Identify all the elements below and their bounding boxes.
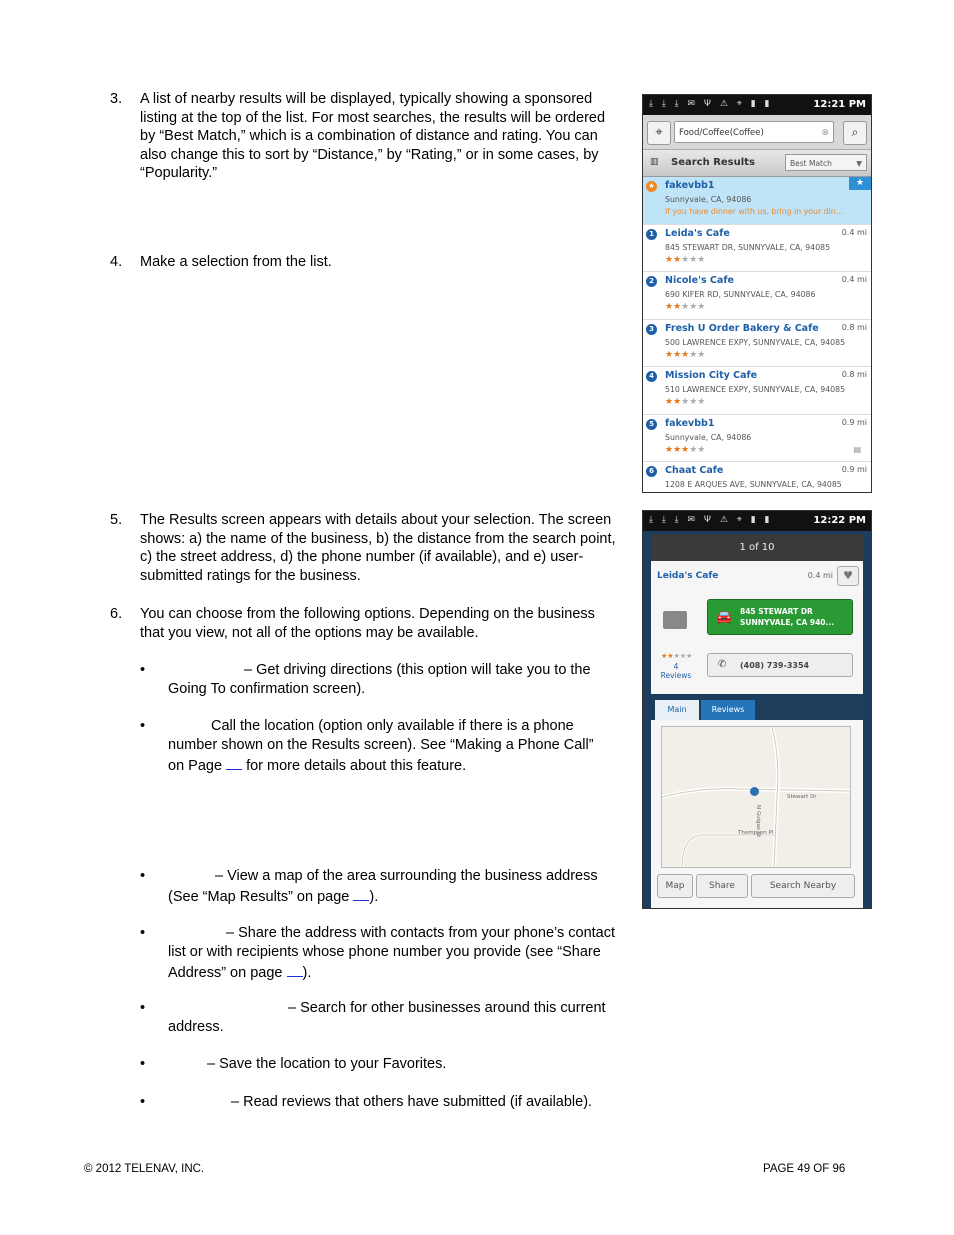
map-label: Stewart Dr [787,794,817,800]
drive-to-button[interactable] [707,599,853,635]
bullet-text-line: on Page [168,758,223,774]
drive-address-line1: 845 STEWART DR [740,607,813,616]
result-number-badge: 6 [646,466,657,477]
step-text-line: Make a selection from the list. [140,254,332,270]
result-distance: 0.9 mi [841,465,867,474]
status-time: 12:21 PM [813,99,866,110]
map-pin-icon [750,787,759,796]
search-icon[interactable]: ⌕ [843,121,867,145]
page-reference-link[interactable] [226,755,242,770]
sort-value: Best Match [790,159,832,168]
business-distance: 0.4 mi [807,571,833,580]
page-reference-link[interactable] [353,886,369,901]
list-icon: ▥ [650,157,659,167]
result-distance: 0.9 mi [841,417,867,427]
status-icons: ⤓ ⤓ ⤓ ✉ Ψ ⚠ ⌖ ▮ ▮ [649,515,773,525]
result-details-screenshot [642,510,872,909]
list-item[interactable] [643,415,871,463]
result-distance: 0.4 mi [841,227,867,237]
result-name: Nicole's Cafe [665,275,734,286]
phone-number: (408) 739-3354 [740,661,810,670]
step-number: 5. [110,512,123,528]
bullet-marker: • [140,718,146,734]
step-text-line: also change this to sort by “Distance,” by “Rating,” or in some cases, by [140,146,599,163]
result-distance: 0.4 mi [841,275,867,284]
bullet-marker: • [140,662,146,678]
step-text-line: You can choose from the following options. Depending on the business [140,606,595,622]
bullet-text-line: list or with recipients whose phone number you provide (see “Share [168,944,601,960]
clear-icon[interactable]: ⊗ [821,128,829,138]
rating-stars: ★★★★★ [665,302,706,312]
step-number: 3. [110,91,123,107]
result-distance: 0.8 mi [841,370,867,379]
tab-main[interactable]: Main [655,700,699,720]
result-address: 1208 E ARQUES AVE, SUNNYVALE, CA, 94085 [665,480,842,489]
result-number-badge: 3 [646,324,657,335]
message-icon: ▤ [853,444,861,454]
drive-address-line2: SUNNYVALE, CA 940... [740,618,835,627]
step-number: 6. [110,606,123,622]
result-number-badge: 1 [646,229,657,240]
list-item[interactable] [643,367,871,415]
bullet-text-line: Address” on page [168,965,283,981]
step-6 [110,605,630,642]
step-text-line: listing at the top of the list. For most searches, the results will be ordered [140,109,606,126]
footer-page-number: PAGE 49 OF 96 [763,1163,846,1175]
call-button[interactable] [707,653,853,677]
map-label: Thompson Pl [738,830,774,836]
results-title: Search Results [671,157,755,168]
bullet-marker: • [140,925,146,941]
rating-stars: ★★★★★ [661,652,693,660]
details-panel [651,561,863,909]
rating-stars: ★★★★★ [665,444,706,455]
option-reviews [140,1093,620,1112]
results-header [643,150,871,177]
bullet-marker: • [140,1094,146,1110]
result-address: Sunnyvale, CA, 94086 [665,195,752,204]
step-3 [110,90,630,183]
search-bar [643,115,871,150]
result-number-badge: 5 [646,419,657,430]
result-address: 845 STEWART DR, SUNNYVALE, CA, 94085 [665,242,831,252]
status-time: 12:22 PM [813,515,866,526]
step-5 [110,511,630,585]
result-counter: 1 of 10 [651,534,863,561]
step-number: 4. [110,254,123,270]
option-save [140,1055,620,1074]
result-address: 690 KIFER RD, SUNNYVALE, CA, 94086 [665,290,816,299]
step-text-line: The Results screen appears with details about your selection. The screen [140,512,612,528]
coffee-cup-icon [663,611,687,629]
bullet-text-line: – Save the location to your Favorites. [207,1056,447,1072]
bullet-marker: • [140,868,146,884]
car-icon: 🚘 [716,610,733,625]
result-address: 500 LAWRENCE EXPY, SUNNYVALE, CA, 94085 [665,337,846,347]
bullet-text-line: address. [168,1019,224,1035]
bullet-text-line: (See “Map Results” on page [168,889,350,905]
tab-reviews[interactable]: Reviews [701,700,755,720]
step-text-line: shows: a) the name of the business, b) the distance from the search point, [140,530,616,547]
bullet-text-line: – Read reviews that others have submitted (if available). [231,1094,593,1110]
reviews-label: Reviews [660,671,692,680]
search-nearby-button[interactable]: Search Nearby [751,874,855,898]
step-text-line: c) the street address, d) the phone number (if available), and e) user- [140,549,584,565]
list-item[interactable] [643,462,871,493]
map-label: N Guigas St [755,805,761,838]
phone-icon: ✆ [718,659,727,670]
chevron-down-icon: ▼ [856,159,862,168]
search-input-value: Food/Coffee(Coffee) [679,128,764,138]
bullet-text-line: – View a map of the area surrounding the business address [215,868,598,884]
search-input[interactable] [674,121,834,143]
option-map [140,867,620,907]
result-distance: 0.8 mi [841,322,867,332]
bullet-marker: • [140,1000,146,1016]
step-text-line: “Popularity.” [140,165,218,181]
option-drive-to [140,661,620,699]
status-bar [643,511,871,531]
step-text-line: A list of nearby results will be displayed, typically showing a sponsored [140,91,593,107]
bullet-marker: • [140,1056,146,1072]
reviews-count: 4 [673,662,679,671]
bullet-text-line: Call the location (option only available if there is a phone [211,718,574,734]
result-name: Chaat Cafe [665,465,724,476]
bullet-text-line: ). [302,965,312,981]
search-results-screenshot [642,94,872,493]
location-icon[interactable]: ⌖ [647,121,671,145]
footer-copyright: © 2012 TELENAV, INC. [84,1163,205,1175]
list-item[interactable] [643,320,871,368]
result-number-badge: 4 [646,371,657,382]
status-icons: ⤓ ⤓ ⤓ ✉ Ψ ⚠ ⌖ ▮ ▮ [649,99,773,109]
rating-stars: ★★★★★ [665,349,706,360]
map-roads [662,727,850,867]
bullet-text-line: number shown on the Results screen). See “Making a Phone Call” [168,737,594,753]
sponsored-badge: ★ [646,181,657,192]
bullet-text-line: – Share the address with contacts from your phone’s contact [226,925,616,941]
details-tabs [651,694,863,720]
step-text-line: submitted ratings for the business. [140,567,361,584]
option-call [140,717,620,776]
heart-icon[interactable]: ♥ [837,566,859,586]
sort-dropdown[interactable] [785,154,867,171]
business-name: Leida's Cafe [657,571,719,581]
result-promo: If you have dinner with us, bring in your din... [665,207,844,216]
step-text-line: that you view, not all of the options may be available. [140,624,479,641]
map-preview[interactable] [661,726,851,868]
bullet-text-line: for more details about this feature. [246,758,467,774]
step-text-line: by “Best Match,” which is a combination of distance and rating. You can [140,128,598,144]
list-item-sponsored[interactable] [643,177,871,225]
bullet-text-line: ). [369,889,379,905]
list-item[interactable] [643,225,871,273]
list-item[interactable] [643,272,871,320]
page-reference-link[interactable] [287,962,303,977]
result-name: Mission City Cafe [665,370,758,381]
bullet-text-line: – Get driving directions (this option will take you to the [244,662,591,678]
result-name: fakevbb1 [665,417,715,429]
option-search-nearby [140,999,620,1037]
step-4 [110,253,630,272]
result-name: fakevbb1 [665,180,715,191]
result-address: Sunnyvale, CA, 94086 [665,432,752,442]
star-icon: ★ [849,177,871,190]
bullet-text-line: – Search for other businesses around this current [288,1000,606,1016]
option-share [140,924,620,983]
result-address: 510 LAWRENCE EXPY, SUNNYVALE, CA, 94085 [665,385,846,394]
reviews-link[interactable] [659,662,693,680]
map-button[interactable]: Map [657,874,693,898]
share-button[interactable]: Share [696,874,748,898]
result-name: Fresh U Order Bakery & Cafe [665,322,819,334]
rating-stars: ★★★★★ [665,397,706,407]
result-name: Leida's Cafe [665,227,730,239]
rating-stars: ★★★★★ [665,254,706,265]
result-number-badge: 2 [646,276,657,287]
status-bar [643,95,871,115]
bullet-text-line: Going To confirmation screen). [168,681,366,697]
